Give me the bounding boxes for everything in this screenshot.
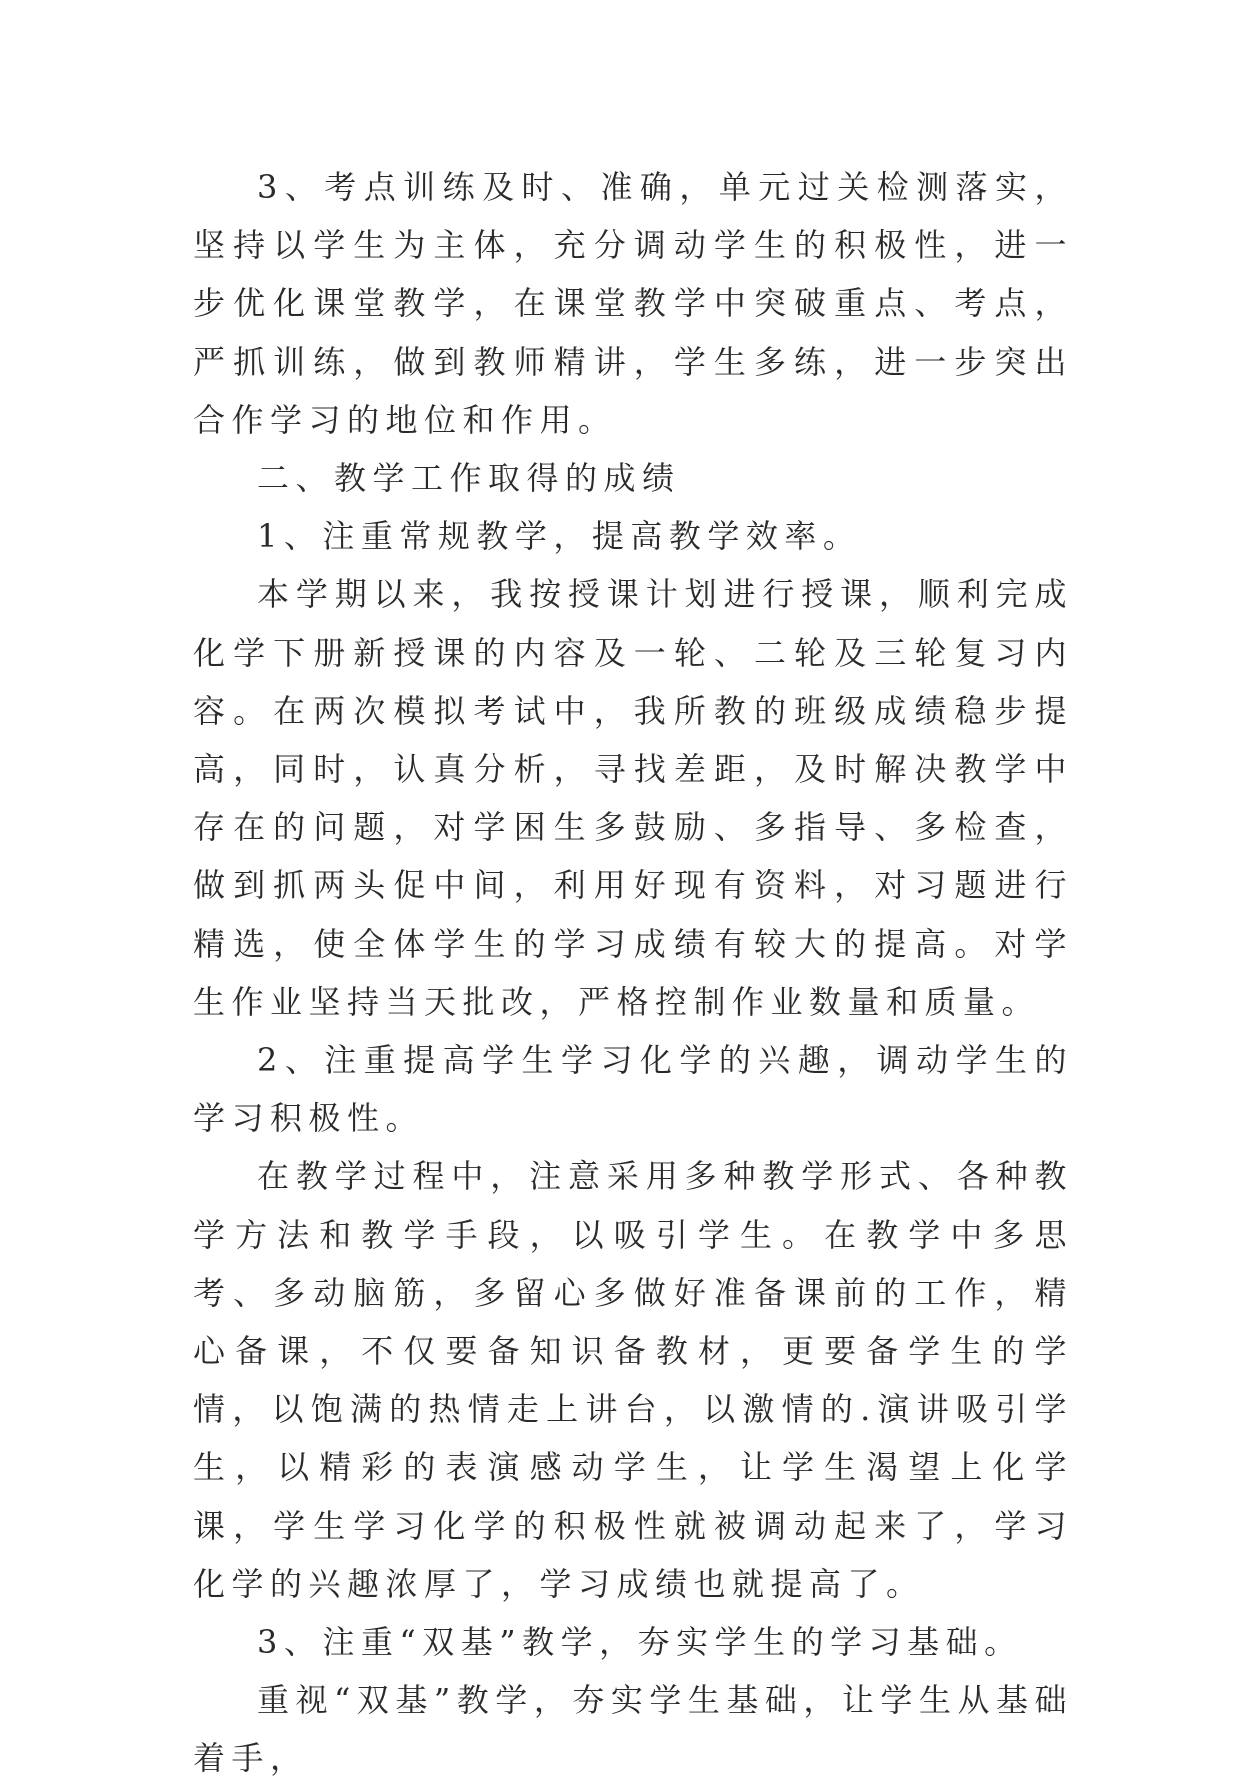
subheading-routine-teaching: 1、注重常规教学，提高教学效率。 [257,517,862,556]
paragraph-exam-training: 3、考点训练及时、准确，单元过关检测落实，坚持以学生为主体，充分调动学生的积极性，进一步优化课堂教学，在课堂教学中突破重点、考点，严抓训练，做到教师精讲，学生多练，进一步突出合作学习的地位和作用。 [193,168,1073,439]
document-body [193,158,1073,1788]
paragraph-teaching-methods: 在教学过程中，注意采用多种教学形式、各种教学方法和教学手段，以吸引学生。在教学中多思考、多动脑筋，多留心多做好准备课前的工作，精心备课，不仅要备知识备教材，更要备学生的学情，以饱满的热情走上讲台，以激情的.演讲吸引学生，以精彩的表演感动学生，让学生渴望上化学课，学生学习化学的积极性就被调动起来了，学习化学的兴趣浓厚了，学习成绩也就提高了。 [193,1157,1073,1603]
subheading-student-interest: 2、注重提高学生学习化学的兴趣，调动学生的学习积极性。 [193,1041,1073,1138]
subheading-double-basics: 3、注重“双基”教学，夯实学生的学习基础。 [257,1623,1023,1662]
paragraph-double-basics: 重视“双基”教学，夯实学生基础，让学生从基础着手， [193,1681,1073,1778]
section-heading-achievements: 二、教学工作取得的成绩 [257,459,681,498]
paragraph-semester-progress: 本学期以来，我按授课计划进行授课，顺利完成化学下册新授课的内容及一轮、二轮及三轮复习内容。在两次模拟考试中，我所教的班级成绩稳步提高，同时，认真分析，寻找差距，及时解决教学中存在的问题，对学困生多鼓励、多指导、多检查，做到抓两头促中间，利用好现有资料，对习题进行精选，使全体学生的学习成绩有较大的提高。对学生作业坚持当天批改，严格控制作业数量和质量。 [193,575,1073,1021]
